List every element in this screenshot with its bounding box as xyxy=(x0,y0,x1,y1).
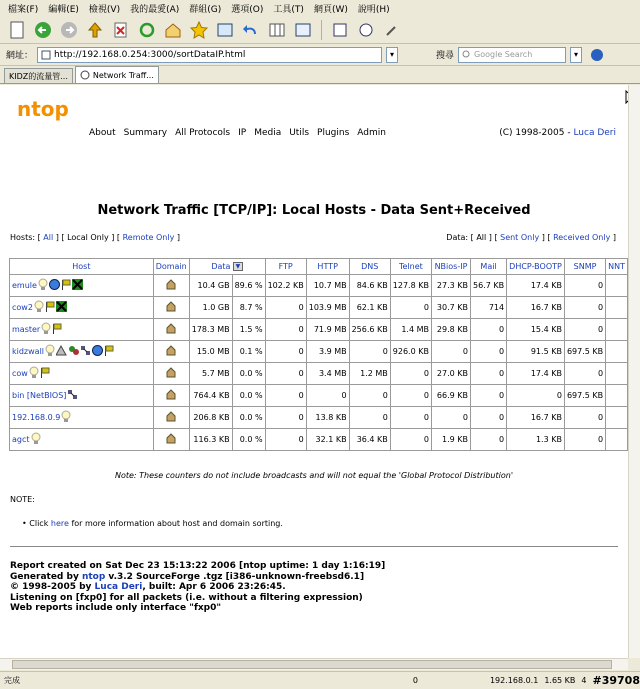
report-generated-text: Generated by xyxy=(10,571,82,582)
flag-icon xyxy=(40,367,50,380)
menu-item[interactable]: 編輯(E) xyxy=(48,4,79,15)
nntp-cell xyxy=(606,275,628,297)
col-dhcp[interactable]: DHCP-BOOTP xyxy=(507,259,565,275)
data-filter-label: Data: xyxy=(446,233,469,242)
nbios-cell: 29.8 KB xyxy=(431,319,470,341)
nbios-cell: 0 xyxy=(431,407,470,429)
report-listening: Listening on [fxp0] for all packets (i.e. without a filtering expression) xyxy=(10,592,363,603)
host-cell xyxy=(10,407,154,429)
rss-button[interactable] xyxy=(329,19,351,41)
nbios-cell: 27.3 KB xyxy=(431,275,470,297)
host-cell xyxy=(10,297,154,319)
menu-item[interactable]: 工具(T) xyxy=(273,4,304,15)
home-icon[interactable] xyxy=(166,301,176,312)
data-cell: 764.4 KB xyxy=(189,385,232,407)
page-title: Network Traffic [TCP/IP]: Local Hosts - Data Sent+Received xyxy=(97,203,531,218)
ftp-cell: 102.2 KB xyxy=(265,275,306,297)
nbios-cell: 0 xyxy=(431,341,470,363)
telnet-cell: 0 xyxy=(390,385,431,407)
http-cell: 103.9 MB xyxy=(306,297,349,319)
host-link[interactable]: kidzwall xyxy=(12,347,45,356)
top-navigation xyxy=(89,128,386,138)
nav-item-utils[interactable]: Utils xyxy=(289,128,310,138)
address-url: http://192.168.0.254:3000/sortDataIP.html xyxy=(54,49,246,60)
bulb-icon xyxy=(38,278,48,293)
telnet-cell: 0 xyxy=(390,297,431,319)
list-button[interactable] xyxy=(292,19,314,41)
telnet-cell: 926.0 KB xyxy=(390,341,431,363)
table-row xyxy=(10,319,628,341)
watermark: #39708 xyxy=(592,674,640,687)
http-cell: 13.8 KB xyxy=(306,407,349,429)
ftp-cell: 0 xyxy=(265,297,306,319)
ftp-cell: 0 xyxy=(265,407,306,429)
snmp-cell: 0 xyxy=(564,407,605,429)
back-button[interactable] xyxy=(32,19,54,41)
host-cell xyxy=(10,429,154,451)
vertical-scrollbar[interactable] xyxy=(628,85,640,658)
telnet-cell: 0 xyxy=(390,407,431,429)
report-copyright-text: © 1998-2005 by xyxy=(10,582,95,592)
report-created: Report created on Sat Dec 23 15:13:22 2006 [ntop uptime: 1 day 1:16:19] xyxy=(10,561,386,571)
percent-cell: 0.1 % xyxy=(232,341,265,363)
nav-item-admin[interactable]: Admin xyxy=(357,128,386,138)
mail-cell: 0 xyxy=(471,363,507,385)
telnet-cell: 1.4 MB xyxy=(390,319,431,341)
dns-cell: 0 xyxy=(349,407,390,429)
ftp-cell: 0 xyxy=(265,319,306,341)
address-input[interactable] xyxy=(37,47,382,63)
domain-cell xyxy=(153,319,189,341)
report-copyright xyxy=(10,582,385,593)
tab-label: KIDZ的流量管... xyxy=(9,71,68,81)
go-button[interactable] xyxy=(586,44,608,66)
satellite-icon xyxy=(67,389,78,402)
col-nntp[interactable]: NNT xyxy=(606,259,628,275)
percent-cell: 0.0 % xyxy=(232,363,265,385)
home-icon[interactable] xyxy=(166,411,176,422)
sort-desc-icon: ▼ xyxy=(233,262,243,271)
data-cell: 10.4 GB xyxy=(189,275,232,297)
menu-item[interactable]: 檔案(F) xyxy=(8,4,39,15)
snmp-cell: 0 xyxy=(564,319,605,341)
report-version: v.3.2 SourceForge .tgz [i386-unknown-freebsd6.1] xyxy=(105,571,365,582)
data-filter-received[interactable]: Received Only xyxy=(553,233,611,242)
nbios-cell: 30.7 KB xyxy=(431,297,470,319)
flag-icon xyxy=(61,279,71,292)
dns-cell: 0 xyxy=(349,385,390,407)
home-icon[interactable] xyxy=(166,323,176,334)
window-button[interactable] xyxy=(214,19,236,41)
hosts-filter-local: Local Only xyxy=(67,233,109,242)
mail-cell: 0 xyxy=(471,429,507,451)
data-cell: 1.0 GB xyxy=(189,297,232,319)
data-cell: 15.0 MB xyxy=(189,341,232,363)
telnet-cell: 0 xyxy=(390,363,431,385)
host-cell xyxy=(10,319,154,341)
dns-cell: 1.2 MB xyxy=(349,363,390,385)
tab-label: Network Traff... xyxy=(92,70,154,80)
hosts-filter-label: Hosts: xyxy=(10,233,36,242)
sorting-help-text-end: for more information about host and domain sorting. xyxy=(68,519,283,528)
nntp-cell xyxy=(606,407,628,429)
nntp-cell xyxy=(606,341,628,363)
tools-button[interactable] xyxy=(381,19,403,41)
bulb-icon xyxy=(61,410,71,425)
home-icon[interactable] xyxy=(166,279,176,290)
status-extra: 4 xyxy=(581,676,587,685)
col-mail[interactable]: Mail xyxy=(471,259,507,275)
col-host[interactable]: Host xyxy=(10,259,154,275)
telnet-cell: 0 xyxy=(390,429,431,451)
table-row xyxy=(10,385,628,407)
home-icon[interactable] xyxy=(166,433,176,444)
note-label: NOTE: xyxy=(10,495,35,504)
http-cell: 0 xyxy=(306,385,349,407)
home-button[interactable] xyxy=(162,19,184,41)
data-cell: 178.3 MB xyxy=(189,319,232,341)
http-cell: 71.9 MB xyxy=(306,319,349,341)
page-viewport xyxy=(0,85,628,658)
menu-item[interactable]: 選項(O) xyxy=(231,4,264,15)
author-link[interactable]: Luca Deri xyxy=(573,128,616,138)
nntp-cell xyxy=(606,385,628,407)
nntp-cell xyxy=(606,429,628,451)
col-dns[interactable]: DNS xyxy=(349,259,390,275)
ntop-tab-icon xyxy=(80,70,90,80)
nav-item-media[interactable]: Media xyxy=(254,128,282,138)
router-icon xyxy=(56,345,67,358)
col-telnet[interactable]: Telnet xyxy=(390,259,431,275)
domain-cell xyxy=(153,385,189,407)
dns-cell: 36.4 KB xyxy=(349,429,390,451)
ftp-cell: 0 xyxy=(265,385,306,407)
hosts-table xyxy=(9,258,628,451)
domain-cell xyxy=(153,429,189,451)
report-interface: Web reports include only interface "fxp0" xyxy=(10,603,222,613)
users-icon xyxy=(68,345,79,358)
host-link[interactable]: bin [NetBIOS] xyxy=(12,391,67,400)
sorting-help-link[interactable]: here xyxy=(50,519,69,528)
home-icon[interactable] xyxy=(166,389,176,400)
dhcp-cell: 15.4 KB xyxy=(507,319,565,341)
nav-item-about[interactable]: About xyxy=(89,128,116,138)
http-cell: 10.7 MB xyxy=(306,275,349,297)
hosts-filter-remote[interactable]: Remote Only xyxy=(122,233,175,242)
host-cell xyxy=(10,385,154,407)
stop-button[interactable] xyxy=(110,19,132,41)
host-link[interactable]: cow xyxy=(12,369,28,378)
host-link[interactable]: emule xyxy=(12,281,37,290)
domain-cell xyxy=(153,363,189,385)
data-cell: 206.8 KB xyxy=(189,407,232,429)
dhcp-cell: 17.4 KB xyxy=(507,275,565,297)
dhcp-cell: 16.7 KB xyxy=(507,407,565,429)
ftp-cell: 0 xyxy=(265,341,306,363)
host-link[interactable]: agct xyxy=(12,435,30,444)
report-build-date: , built: Apr 6 2006 23:26:45. xyxy=(142,582,286,592)
bulb-icon xyxy=(31,432,41,447)
search-dropdown-button[interactable]: ▾ xyxy=(570,47,582,63)
counters-note: Note: These counters do not include broadcasts and will not equal the 'Global Protocol Distribution' xyxy=(114,471,514,480)
host-link[interactable]: master xyxy=(12,325,41,334)
bulb-icon xyxy=(41,322,51,337)
dns-cell: 62.1 KB xyxy=(349,297,390,319)
address-label: 網址： xyxy=(6,51,34,61)
mail-cell: 0 xyxy=(471,341,507,363)
dhcp-cell: 0 xyxy=(507,385,565,407)
ftp-cell: 0 xyxy=(265,429,306,451)
telnet-cell: 127.8 KB xyxy=(390,275,431,297)
search-icon xyxy=(462,50,471,59)
host-link[interactable]: cow2 xyxy=(12,303,33,312)
table-row xyxy=(10,297,628,319)
host-link[interactable]: 192.168.0.9 xyxy=(12,413,61,422)
ntop-link[interactable]: ntop xyxy=(81,571,106,582)
col-http[interactable]: HTTP xyxy=(306,259,349,275)
bulb-icon xyxy=(29,366,39,381)
percent-cell: 0.0 % xyxy=(232,407,265,429)
columns-button[interactable] xyxy=(266,19,288,41)
search-label: 搜尋 xyxy=(436,51,455,61)
host-cell xyxy=(10,275,154,297)
scroll-thumb[interactable] xyxy=(12,660,612,669)
domain-cell xyxy=(153,297,189,319)
nav-item-plugins[interactable]: Plugins xyxy=(317,128,350,138)
nav-item-all-protocols[interactable]: All Protocols xyxy=(175,128,231,138)
col-snmp[interactable]: SNMP xyxy=(564,259,605,275)
host-cell xyxy=(10,363,154,385)
p2p-icon xyxy=(56,301,67,314)
copyright-text: (C) 1998-2005 - xyxy=(499,128,574,138)
col-ftp[interactable]: FTP xyxy=(265,259,306,275)
favorites-button[interactable] xyxy=(188,19,210,41)
data-filter: Data: [ All ] [ Sent Only ] [ Received Only ] xyxy=(446,233,616,242)
search-placeholder: Google Search xyxy=(474,50,533,59)
tab-bar xyxy=(0,66,640,84)
mail-cell: 56.7 KB xyxy=(471,275,507,297)
dns-cell: 256.6 KB xyxy=(349,319,390,341)
report-info xyxy=(10,561,385,614)
refresh-button[interactable] xyxy=(136,19,158,41)
table-row xyxy=(10,341,628,363)
sorting-help-text: Click xyxy=(29,519,51,528)
hosts-filter-all[interactable]: All xyxy=(43,233,54,242)
nntp-cell xyxy=(606,363,628,385)
address-bar xyxy=(0,44,640,66)
home-icon[interactable] xyxy=(166,367,176,378)
percent-cell: 0.0 % xyxy=(232,385,265,407)
domain-cell xyxy=(153,275,189,297)
menu-item[interactable]: 群組(G) xyxy=(189,4,222,15)
sorting-help: • Click here for more information about host and domain sorting. xyxy=(22,519,283,528)
hosts-filter: Hosts: [ All ] [ Local Only ] [ Remote Only ] xyxy=(10,233,180,242)
http-cell: 3.9 MB xyxy=(306,341,349,363)
table-row xyxy=(10,429,628,451)
horizontal-scrollbar[interactable] xyxy=(0,658,628,670)
status-text: 完成 xyxy=(4,676,20,685)
table-row xyxy=(10,363,628,385)
mail-cell: 0 xyxy=(471,385,507,407)
address-dropdown-button[interactable]: ▾ xyxy=(386,47,398,63)
menu-item[interactable]: 檢視(V) xyxy=(88,4,121,15)
compass-button[interactable] xyxy=(355,19,377,41)
menu-bar xyxy=(0,0,640,16)
bulb-icon xyxy=(45,344,55,359)
flag-icon xyxy=(52,323,62,336)
col-domain[interactable]: Domain xyxy=(153,259,189,275)
data-filter-sent[interactable]: Sent Only xyxy=(500,233,540,242)
nbios-cell: 66.9 KB xyxy=(431,385,470,407)
col-nbios[interactable]: NBios-IP xyxy=(431,259,470,275)
luca-deri-link[interactable]: Luca Deri xyxy=(94,582,143,592)
status-count: 0 xyxy=(412,676,418,685)
search-input[interactable] xyxy=(458,47,566,63)
snmp-cell: 0 xyxy=(564,297,605,319)
data-cell: 116.3 KB xyxy=(189,429,232,451)
percent-cell: 8.7 % xyxy=(232,297,265,319)
table-header-row xyxy=(10,259,628,275)
new-page-button[interactable] xyxy=(6,19,28,41)
nbios-cell: 1.9 KB xyxy=(431,429,470,451)
menu-item[interactable]: 說明(H) xyxy=(357,4,390,15)
dns-cell: 0 xyxy=(349,341,390,363)
percent-cell: 89.6 % xyxy=(232,275,265,297)
menu-item[interactable]: 網頁(W) xyxy=(313,4,348,15)
menu-item[interactable]: 我的最愛(A) xyxy=(130,4,180,15)
up-button[interactable] xyxy=(84,19,106,41)
col-data-label: Data xyxy=(211,262,231,271)
mail-cell: 0 xyxy=(471,319,507,341)
toolbar-divider xyxy=(321,20,322,40)
ntop-logo[interactable]: ntop xyxy=(17,97,69,121)
mail-cell: 714 xyxy=(471,297,507,319)
http-cell: 32.1 KB xyxy=(306,429,349,451)
ftp-cell: 0 xyxy=(265,363,306,385)
dhcp-cell: 17.4 KB xyxy=(507,363,565,385)
forward-button[interactable] xyxy=(58,19,80,41)
p2p-icon xyxy=(72,279,83,292)
flag-icon xyxy=(104,345,114,358)
home-icon[interactable] xyxy=(166,345,176,356)
snmp-cell: 0 xyxy=(564,363,605,385)
page-icon xyxy=(41,50,51,60)
status-bar xyxy=(0,671,640,689)
snmp-cell: 697.5 KB xyxy=(564,385,605,407)
dns-cell: 84.6 KB xyxy=(349,275,390,297)
percent-cell: 1.5 % xyxy=(232,319,265,341)
status-ip: 192.168.0.1 xyxy=(489,676,539,685)
undo-button[interactable] xyxy=(240,19,262,41)
dhcp-cell: 1.3 KB xyxy=(507,429,565,451)
nav-item-ip[interactable]: IP xyxy=(238,128,247,138)
dhcp-cell: 16.7 KB xyxy=(507,297,565,319)
divider xyxy=(10,546,618,547)
nntp-cell xyxy=(606,319,628,341)
flag-icon xyxy=(45,301,55,314)
percent-cell: 0.0 % xyxy=(232,429,265,451)
status-size: 1.65 KB xyxy=(544,676,576,685)
host-cell xyxy=(10,341,154,363)
report-generated xyxy=(10,572,385,583)
nbios-cell: 27.0 KB xyxy=(431,363,470,385)
table-row xyxy=(10,275,628,297)
nav-item-summary[interactable]: Summary xyxy=(123,128,168,138)
tab-network-traffic[interactable] xyxy=(75,66,159,83)
http-cell: 3.4 MB xyxy=(306,363,349,385)
data-filter-all: All xyxy=(476,233,487,242)
mail-cell: 0 xyxy=(471,407,507,429)
bulb-icon xyxy=(34,300,44,315)
snmp-cell: 0 xyxy=(564,275,605,297)
table-row xyxy=(10,407,628,429)
domain-cell xyxy=(153,407,189,429)
satellite-icon xyxy=(80,345,91,358)
col-data[interactable] xyxy=(189,259,265,275)
globe-icon xyxy=(92,345,103,358)
domain-cell xyxy=(153,341,189,363)
snmp-cell: 0 xyxy=(564,429,605,451)
dhcp-cell: 91.5 KB xyxy=(507,341,565,363)
copyright xyxy=(499,128,616,138)
globe-icon xyxy=(49,279,60,292)
tab-kidz[interactable] xyxy=(4,68,73,83)
nntp-cell xyxy=(606,297,628,319)
data-cell: 5.7 MB xyxy=(189,363,232,385)
toolbar xyxy=(0,16,640,44)
snmp-cell: 697.5 KB xyxy=(564,341,605,363)
